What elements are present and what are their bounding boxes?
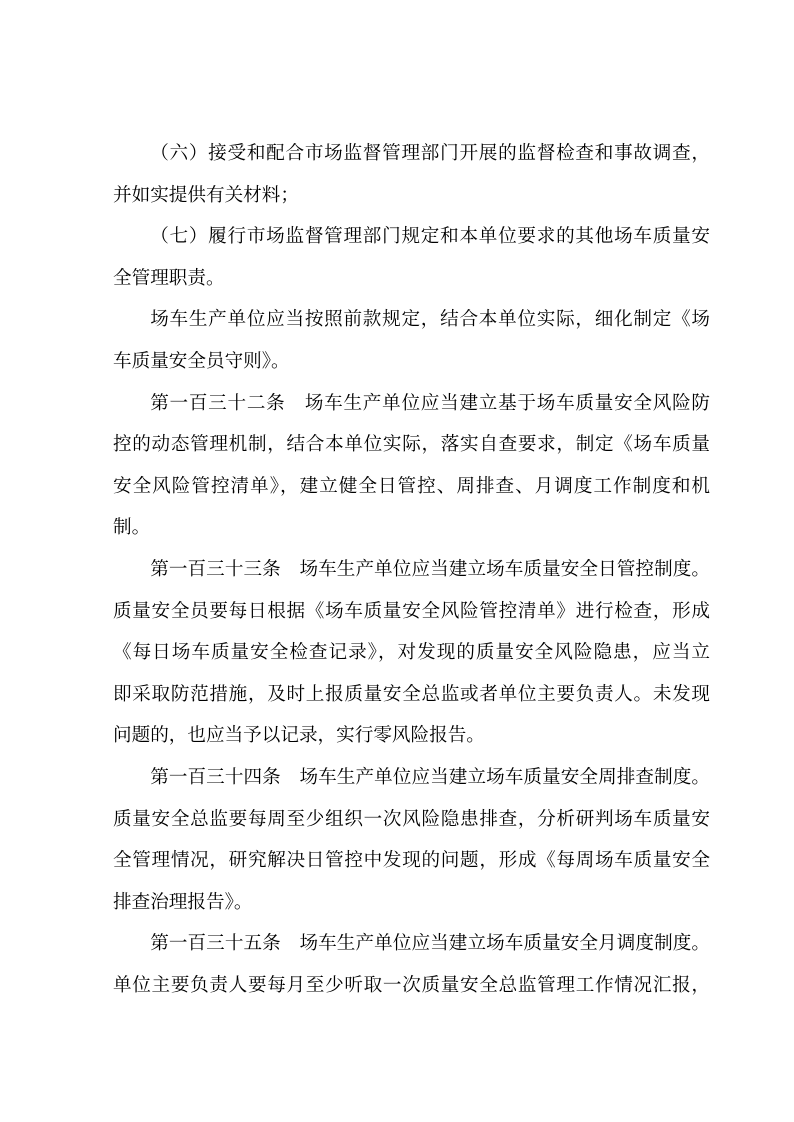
text-line: 车质量安全员守则》。	[113, 350, 290, 372]
paragraph-article-134	[113, 757, 710, 923]
text-line: （六）接受和配合市场监督管理部门开展的监督检查和事故调查，	[150, 143, 710, 164]
paragraph-item-7	[113, 216, 710, 299]
text-line: 第一百三十三条 场车生产单位应当建立场车质量安全日管控制度。	[150, 558, 710, 580]
text-line: 全管理情况，研究解决日管控中发现的问题，形成《每周场车质量安全	[113, 850, 710, 872]
text-line: 并如实提供有关材料；	[113, 184, 299, 206]
paragraph-article-133	[113, 549, 710, 757]
paragraph-article-135	[113, 923, 710, 1006]
text-line: 《每日场车质量安全检查记录》，对发现的质量安全风险隐患，应当立	[113, 642, 710, 664]
text-line: 制。	[113, 517, 151, 539]
text-line: 第一百三十二条 场车生产单位应当建立基于场车质量安全风险防	[150, 392, 710, 414]
text-line: 控的动态管理机制，结合本单位实际，落实自查要求，制定《场车质量	[113, 434, 710, 456]
text-line: 质量安全员要每日根据《场车质量安全风险管控清单》进行检查，形成	[113, 600, 710, 622]
text-line: 第一百三十四条 场车生产单位应当建立场车质量安全周排查制度。	[150, 766, 710, 788]
text-line: 场车生产单位应当按照前款规定，结合本单位实际，细化制定《场	[150, 309, 710, 331]
text-line: 质量安全总监要每周至少组织一次风险隐患排查，分析研判场车质量安	[113, 808, 710, 830]
paragraph-article-132	[113, 383, 710, 549]
text-line: 安全风险管控清单》，建立健全日管控、周排查、月调度工作制度和机	[113, 475, 710, 497]
text-line: 排查治理报告》。	[113, 891, 253, 913]
text-line: 问题的，也应当予以记录，实行零风险报告。	[113, 725, 485, 747]
text-line: （七）履行市场监督管理部门规定和本单位要求的其他场车质量安	[150, 226, 710, 248]
document-text-block	[113, 133, 710, 1006]
paragraph-item-6	[113, 133, 710, 216]
text-line: 单位主要负责人要每月至少听取一次质量安全总监管理工作情况汇报，	[113, 974, 710, 996]
paragraph-para-refine-rules	[113, 299, 710, 382]
text-line: 第一百三十五条 场车生产单位应当建立场车质量安全月调度制度。	[150, 933, 710, 955]
text-line: 即采取防范措施，及时上报质量安全总监或者单位主要负责人。未发现	[113, 683, 710, 705]
text-line: 全管理职责。	[113, 267, 225, 289]
